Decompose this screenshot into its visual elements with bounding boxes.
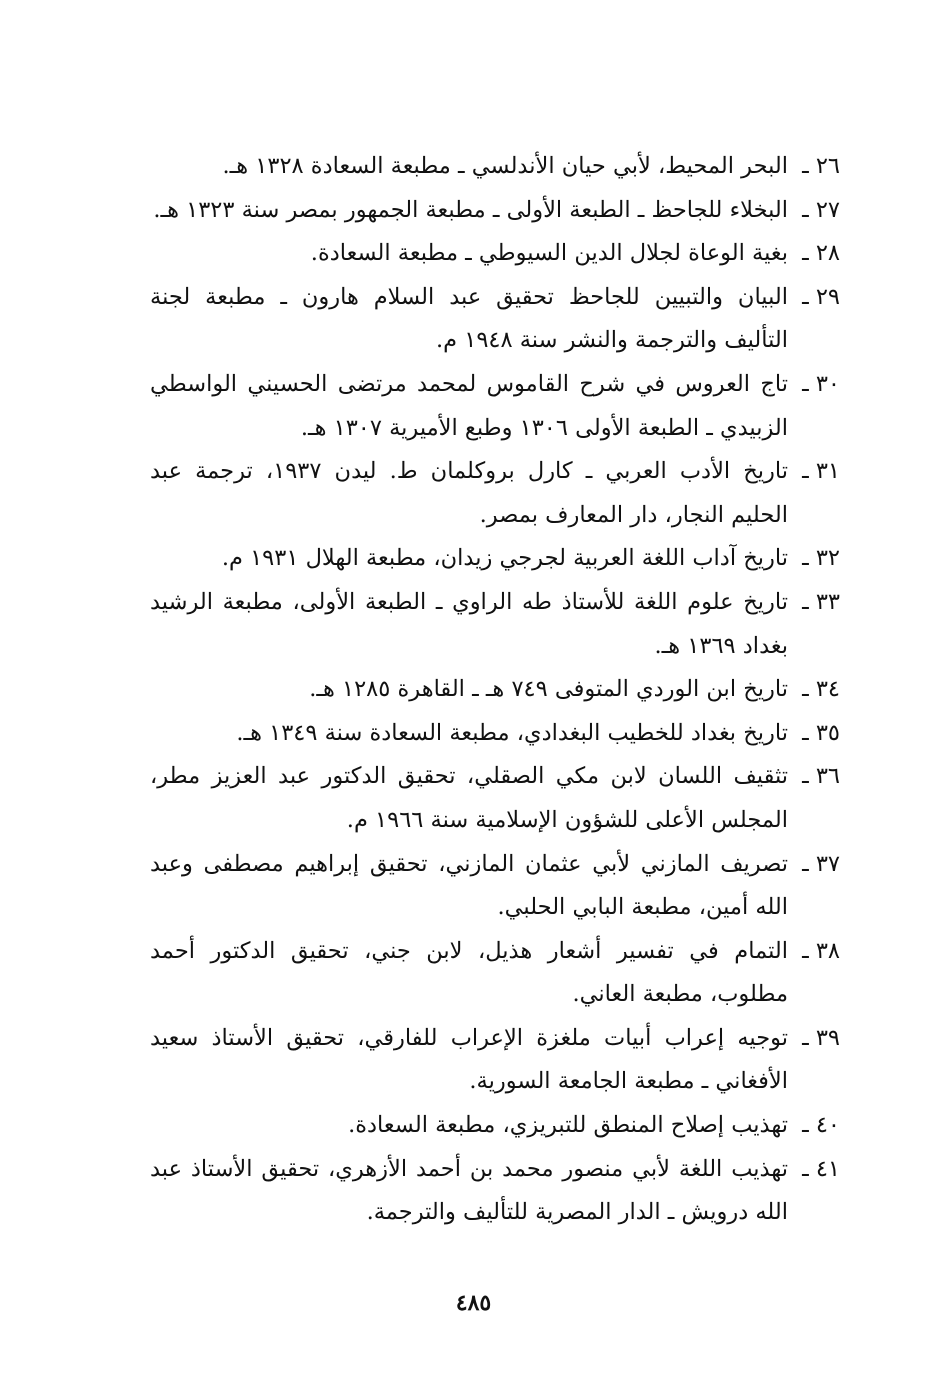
reference-entry-30 bbox=[150, 363, 840, 450]
entry-number: ٢٩ ـ bbox=[802, 283, 840, 310]
reference-entry-29 bbox=[150, 276, 840, 363]
entry-number: ٣٣ ـ bbox=[802, 588, 840, 615]
reference-entry-31 bbox=[150, 450, 840, 537]
entry-text: تاريخ علوم اللغة للأستاذ طه الراوي ـ الطبعة الأولى، مطبعة الرشيد بغداد ١٣٦٩ هـ. bbox=[150, 588, 788, 659]
entry-text: تاريخ بغداد للخطيب البغدادي، مطبعة السعادة سنة ١٣٤٩ هـ. bbox=[236, 719, 788, 746]
reference-entry-26 bbox=[150, 145, 840, 189]
reference-entry-37 bbox=[150, 843, 840, 930]
entry-number: ٢٦ ـ bbox=[802, 153, 840, 179]
entry-number: ٤١ ـ bbox=[802, 1155, 840, 1182]
entry-number: ٣٩ ـ bbox=[802, 1024, 840, 1051]
entry-text: تاريخ الأدب العربي ـ كارل بروكلمان ط. ليدن ١٩٣٧، ترجمة عبد الحليم النجار، دار المعارف بمصر. bbox=[150, 458, 789, 528]
entry-number: ٣٠ ـ bbox=[802, 370, 840, 397]
entry-text: تهذيب اللغة لأبي منصور محمد بن أحمد الأزهري، تحقيق الأستاذ عبد الله درويش ـ الدار المصرية للتأليف والترجمة. bbox=[150, 1155, 788, 1226]
entry-text: البيان والتبيين للجاحظ تحقيق عبد السلام هارون ـ مطبعة لجنة التأليف والترجمة والنشر سنة ١٩٤٨ م. bbox=[150, 283, 788, 354]
references-list bbox=[150, 145, 840, 1235]
entry-number: ٣٧ ـ bbox=[802, 850, 840, 877]
entry-text: تاج العروس في شرح القاموس لمحمد مرتضى الحسيني الواسطي الزبيدي ـ الطبعة الأولى ١٣٠٦ وطبع الأميرية ١٣٠٧ هـ. bbox=[150, 370, 788, 441]
entry-text: تصريف المازني لأبي عثمان المازني، تحقيق إبراهيم مصطفى وعبد الله أمين، مطبعة البابي الحلبي. bbox=[150, 850, 788, 921]
entry-number: ٣٢ ـ bbox=[802, 545, 840, 572]
entry-number: ٤٠ ـ bbox=[802, 1112, 840, 1139]
entry-text: البحر المحيط، لأبي حيان الأندلسي ـ مطبعة السعادة ١٣٢٨ هـ. bbox=[222, 153, 788, 179]
reference-entry-36 bbox=[150, 755, 840, 842]
entry-text: التمام في تفسير أشعار هذيل، لابن جني، تحقيق الدكتور أحمد مطلوب، مطبعة العاني. bbox=[150, 937, 788, 1008]
entry-number: ٣١ ـ bbox=[802, 458, 840, 485]
reference-entry-33 bbox=[150, 581, 840, 668]
entry-text: تثقيف اللسان لابن مكي الصقلي، تحقيق الدكتور عبد العزيز مطر، المجلس الأعلى للشؤون الإسلامية سنة ١٩٦٦ م. bbox=[150, 763, 788, 833]
entry-text: تهذيب إصلاح المنطق للتبريزي، مطبعة السعادة. bbox=[348, 1112, 788, 1139]
entry-number: ٣٨ ـ bbox=[802, 937, 840, 964]
reference-entry-40 bbox=[150, 1104, 840, 1148]
reference-entry-38 bbox=[150, 930, 840, 1017]
entry-text: تاريخ ابن الوردي المتوفى ٧٤٩ هـ ـ القاهرة ١٢٨٥ هـ. bbox=[309, 676, 788, 703]
reference-entry-39 bbox=[150, 1017, 840, 1104]
entry-text: توجيه إعراب أبيات ملغزة الإعراب للفارقي، تحقيق الأستاذ سعيد الأفغاني ـ مطبعة الجامعة السورية. bbox=[150, 1024, 788, 1095]
entry-text: تاريخ آداب اللغة العربية لجرجي زيدان، مطبعة الهلال ١٩٣١ م. bbox=[221, 545, 788, 572]
entry-number: ٣٤ ـ bbox=[802, 676, 840, 703]
entry-text: بغية الوعاة لجلال الدين السيوطي ـ مطبعة السعادة. bbox=[310, 240, 788, 267]
entry-number: ٣٦ ـ bbox=[802, 763, 840, 790]
page-number: ٤٨٥ bbox=[455, 1290, 492, 1316]
reference-entry-28 bbox=[150, 232, 840, 276]
reference-entry-27 bbox=[150, 189, 840, 233]
reference-entry-32 bbox=[150, 537, 840, 581]
reference-entry-35 bbox=[150, 712, 840, 756]
entry-number: ٢٨ ـ bbox=[802, 240, 840, 267]
entry-number: ٢٧ ـ bbox=[802, 196, 840, 223]
reference-entry-41 bbox=[150, 1148, 840, 1235]
entry-text: البخلاء للجاحظ ـ الطبعة الأولى ـ مطبعة الجمهور بمصر سنة ١٣٢٣ هـ. bbox=[153, 196, 788, 223]
reference-entry-34 bbox=[150, 668, 840, 712]
entry-number: ٣٥ ـ bbox=[802, 719, 840, 746]
